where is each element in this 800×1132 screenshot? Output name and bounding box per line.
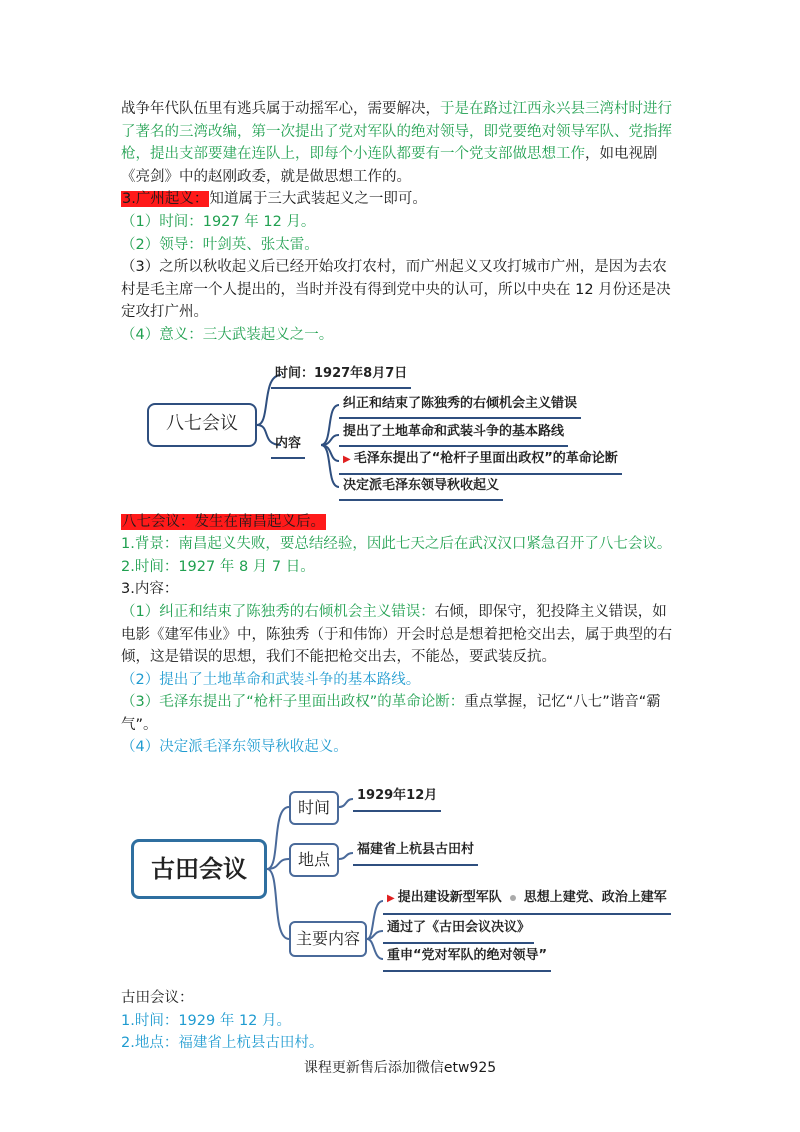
guangzhou-time: （1）时间：1927 年 12 月。: [121, 213, 316, 230]
bayi-heading: 八七会议：发生在南昌起义后。: [122, 513, 325, 530]
gutian-item-1: [383, 887, 671, 915]
gutian-place: 2.地点：福建省上杭县古田村。: [121, 1035, 324, 1052]
gutian-mindmap: [121, 779, 681, 979]
document-body: [121, 98, 681, 1055]
bayi-item-2-para: （2）提出了土地革命和武装斗争的基本路线。: [121, 671, 421, 688]
guangzhou-meaning: （4）意义：三大武装起义之一。: [121, 326, 334, 343]
bayi-item-3-text: 重点掌握，记忆“八七”谐音“霸气”。: [121, 694, 661, 733]
gutian-item-1-label: 提出建设新型军队: [397, 890, 502, 906]
bayi-item-1-title: （1）纠正和结束了陈独秀的右倾机会主义错误：: [121, 603, 435, 620]
gutian-root-node: 古田会议: [131, 839, 267, 899]
bayi-item-1-para: [121, 601, 681, 669]
gutian-item-1-sub: 思想上建党、政治上建军: [523, 890, 667, 906]
guangzhou-reason: （3）之所以秋收起义后已经开始攻打农村，而广州起义又攻打城市广州，是因为去农村是毛主席一个人提出的，当时并没有得到党中央的认可，所以中央在 12 月份还是决定攻打广州。: [121, 259, 671, 321]
flag-icon: ▶: [387, 893, 395, 905]
gutian-time: 1.时间：1929 年 12 月。: [121, 1012, 292, 1029]
guangzhou-heading: [121, 188, 681, 211]
gutian-item-3: 重申“党对军队的绝对领导”: [383, 945, 551, 972]
bayi-time-node: 时间：1927年8月7日: [271, 363, 411, 390]
guangzhou-leaders: （2）领导：叶剑英、张太雷。: [121, 236, 319, 253]
gutian-main-box: 主要内容: [289, 921, 367, 957]
intro-text-green: 于是在路过江西永兴县三湾村时进行了著名的三湾改编，第一次提出了党对军队的绝对领导，即党要绝对领导军队、党指挥枪，提出支部要建在连队上，即每个小连队都要有一个党支部做思想工作: [121, 101, 672, 163]
footer-note: 课程更新售后添加微信etw925: [303, 1060, 497, 1076]
bayi-background: 1.背景：南昌起义失败，要总结经验，因此七天之后在武汉汉口紧急召开了八七会议。: [121, 536, 672, 553]
bayi-item-1: 纠正和结束了陈独秀的右倾机会主义错误: [339, 393, 581, 420]
guangzhou-heading-rest: 知道属于三大武装起义之一即可。: [209, 191, 427, 208]
intro-text-2: ，如电视剧《亮剑》中的赵刚政委，就是做思想工作的。: [121, 146, 658, 185]
bayi-heading-line: [121, 511, 681, 534]
bayi-root-node: 八七会议: [147, 403, 257, 447]
gutian-place-value: 福建省上杭县古田村: [353, 839, 478, 866]
bayi-item-4-para: （4）决定派毛泽东领导秋收起义。: [121, 739, 348, 756]
bayi-item-3-title: （3）毛泽东提出了“枪杆子里面出政权”的革命论断：: [121, 694, 465, 711]
bayi-item-3: [339, 448, 622, 476]
guangzhou-heading-highlight: 3.广州起义：: [122, 191, 209, 208]
bayi-time: 2.时间：1927 年 8 月 7 日。: [121, 558, 315, 575]
gutian-place-box: 地点: [289, 843, 339, 877]
gutian-time-value: 1929年12月: [353, 785, 441, 812]
bayi-item-1-text: 右倾，即保守，犯投降主义错误，如电影《建军伟业》中，陈独秀（于和伟饰）开会时总是想着把枪交出去，属于典型的右倾，这是错误的思想，我们不能把枪交出去，不能怂，要武装反抗。: [121, 603, 672, 666]
gutian-heading: 古田会议：: [121, 990, 194, 1007]
intro-text-1: 战争年代队伍里有逃兵属于动摇军心，需要解决，: [121, 101, 440, 117]
intro-paragraph: [121, 98, 681, 188]
bayi-content-title: 3.内容：: [121, 581, 179, 598]
bayi-mindmap: [121, 363, 681, 503]
bullet-dot-icon: [510, 895, 516, 901]
bayi-item-2: 提出了土地革命和武装斗争的基本路线: [339, 421, 568, 448]
gutian-item-2: 通过了《古田会议决议》: [383, 917, 534, 944]
bayi-content-node: 内容: [271, 433, 305, 460]
flag-icon: ▶: [343, 453, 351, 465]
bayi-item-4: 决定派毛泽东领导秋收起义: [339, 475, 503, 502]
gutian-time-box: 时间: [289, 791, 339, 825]
bayi-item-3-para: [121, 691, 681, 736]
bayi-item-3-label: 毛泽东提出了“枪杆子里面出政权”的革命论断: [353, 450, 618, 466]
